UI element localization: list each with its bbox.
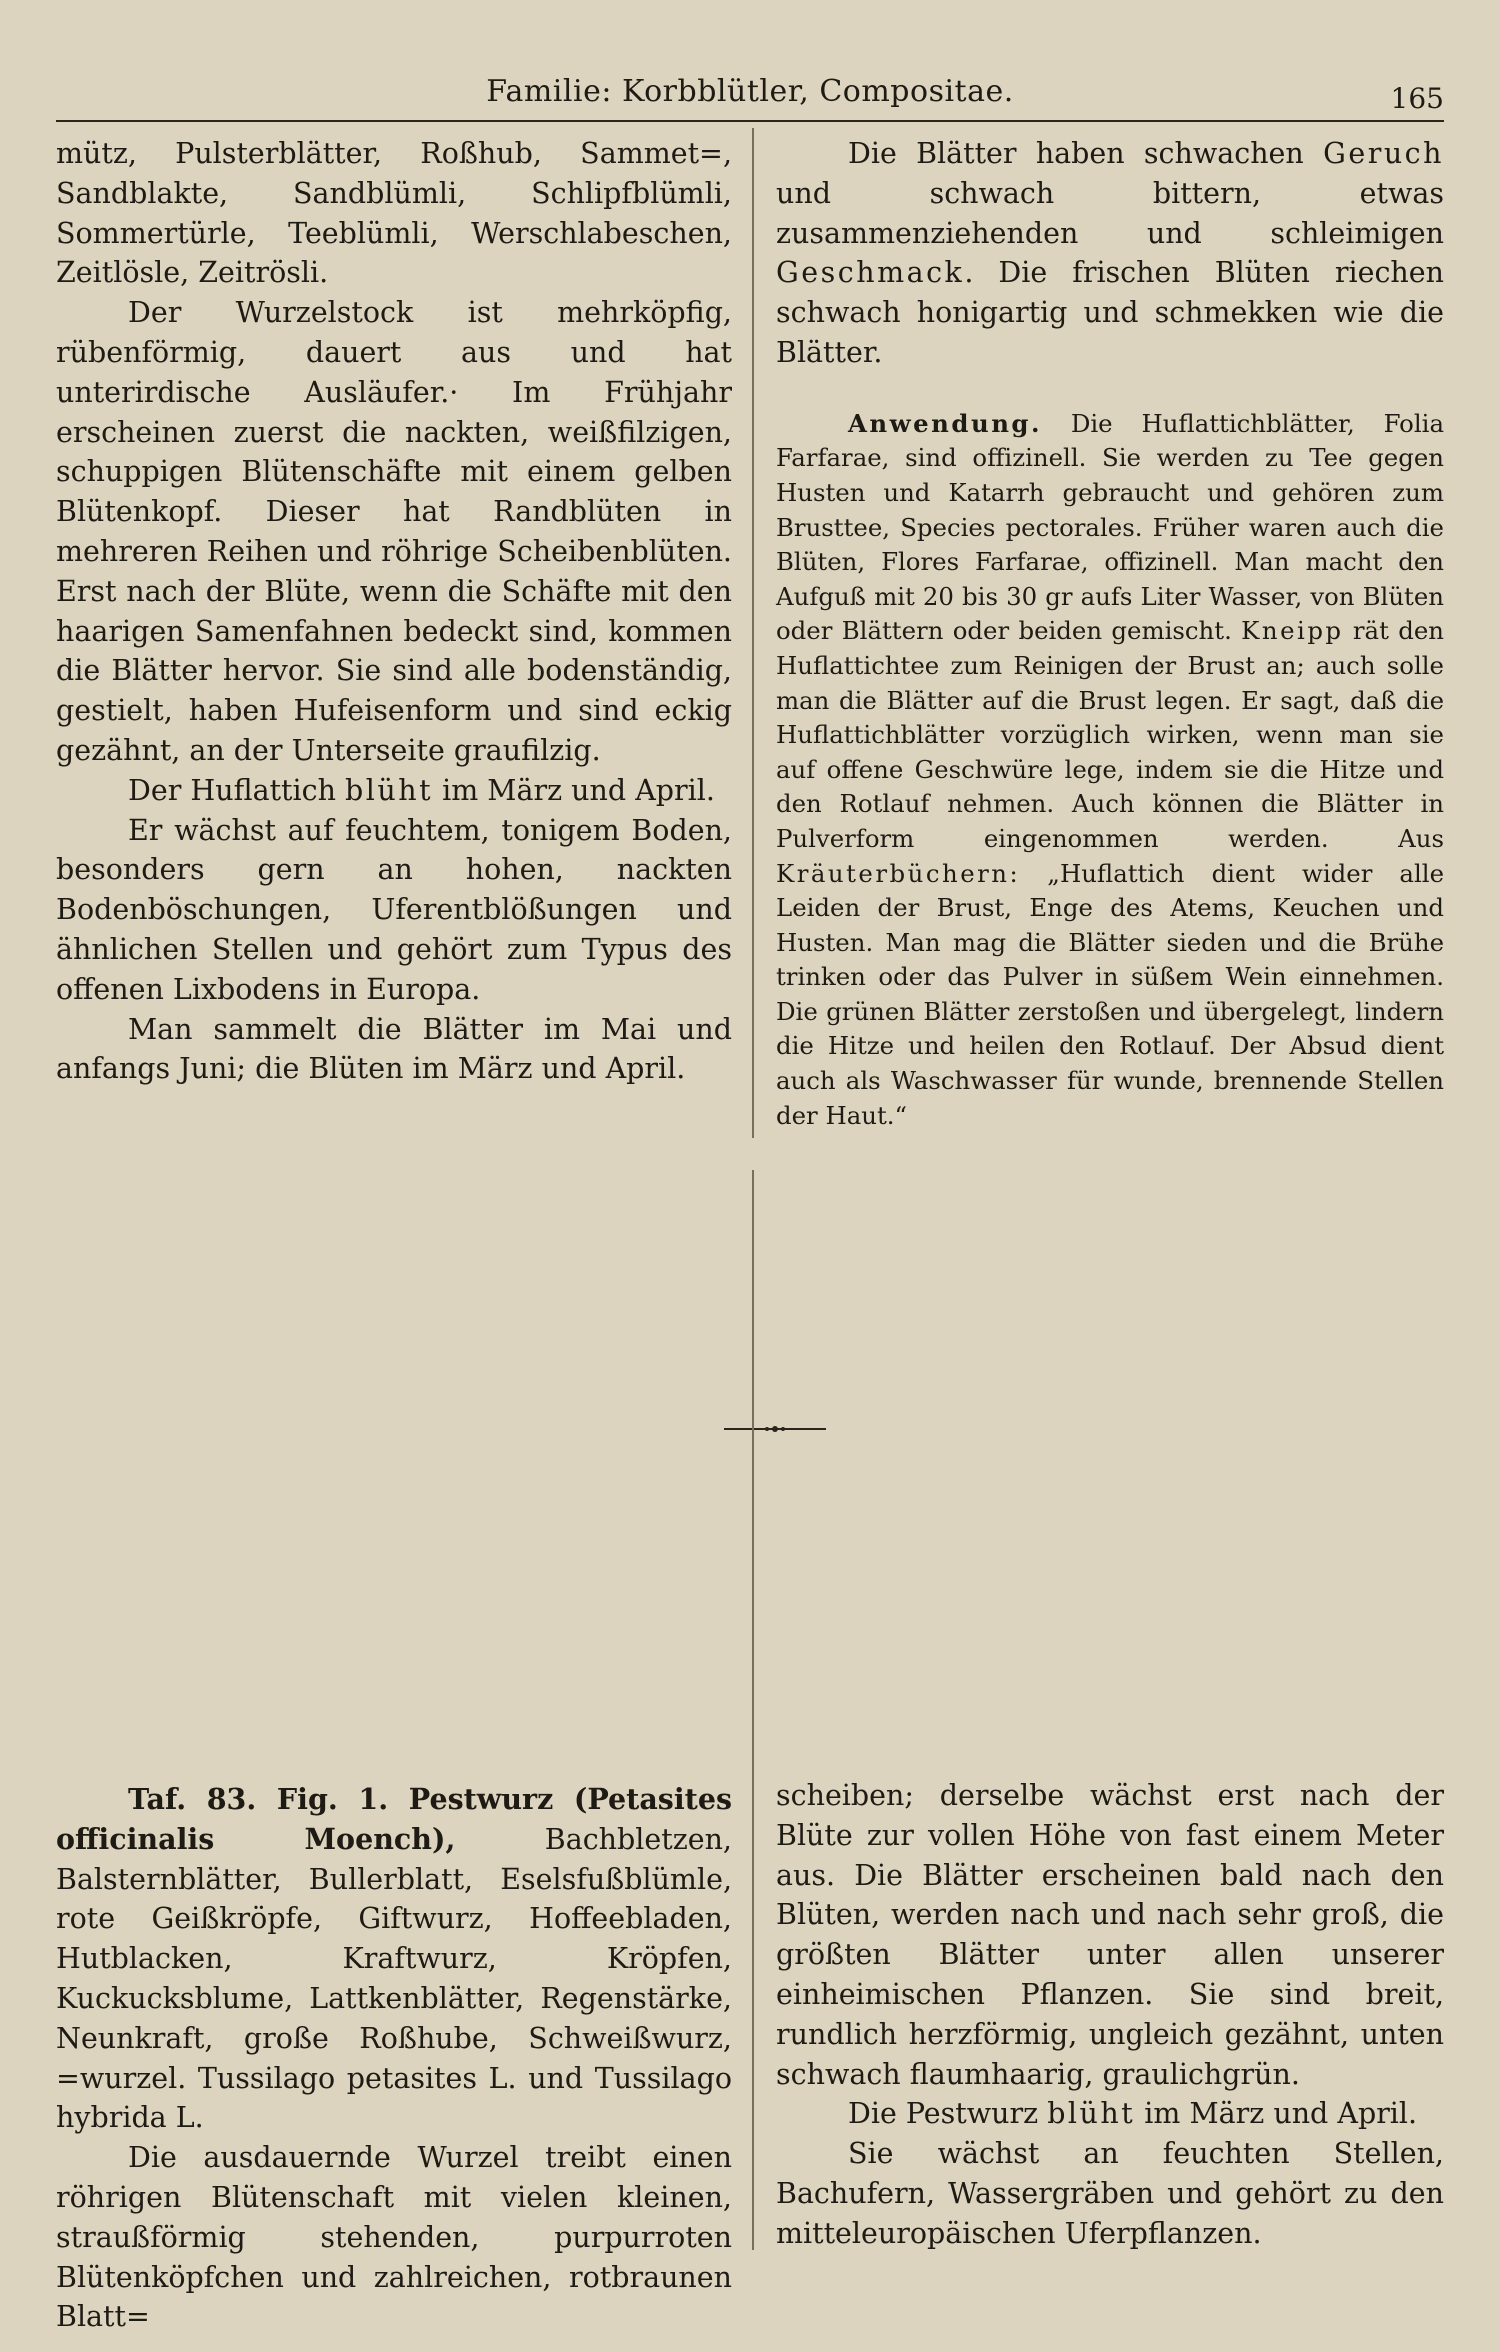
paragraph	[56, 771, 732, 811]
text-run: Die Huflattichblätter, Folia Farfarae, sind offizinell. Sie werden zu Tee gegen Husten und Katarrh gebraucht und gehören zum Brusttee, Species pectorales. Früher waren auch die Blüten, Flores Farfarae, offizinell. Man macht den Aufguß mit 20 bis 30 gr aufs Liter Wasser, von Blüten oder Blättern oder beiden gemischt.	[776, 408, 1444, 646]
emphasis: Kneipp	[1241, 616, 1344, 646]
emphasis: blüht	[345, 773, 434, 807]
emphasis: Kräuterbüchern:	[776, 858, 1021, 888]
column-divider-bottom	[752, 1170, 754, 2250]
column-top-left	[56, 134, 732, 1089]
emphasis: Geschmack	[776, 256, 965, 290]
text-run: rät den Huflattichtee zum Reinigen der Brust an; auch solle man die Blätter auf die Brust legen. Er sagt, daß die Huflattichblätter vorzüglich wirken, wenn man sie auf offene Geschwüre lege, indem sie die Hitze und den Rotlauf nehmen. Auch können die Blätter in Pulverform eingenommen werden. Aus	[776, 616, 1444, 853]
header-rule	[56, 120, 1444, 122]
emphasis: Geruch	[1323, 137, 1444, 170]
text-run: Die Pestwurz	[848, 2097, 1048, 2131]
paragraph	[776, 134, 1444, 373]
section-ornament	[724, 1424, 826, 1434]
text-run: „Huflattich dient wider alle Leiden der Brust, Enge des Atems, Keuchen und Husten. Man mag die Blätter sieden und die Brühe trinken oder das Pulver in süßem Wein einnehmen. Die grünen Blätter zerstoßen und übergelegt, lindern die Hitze und heilen den Rotlauf. Der Absud dient auch als Waschwasser für wunde, brennende Stellen der Haut.“	[776, 858, 1444, 1130]
paragraph: Die ausdauernde Wurzel treibt einen röhrigen Blütenschaft mit vielen kleinen, straußförmig stehenden, purpurroten Blütenköpfchen und zahlreichen, rotbraunen Blatt=	[56, 2141, 732, 2334]
text-run: Die Blätter haben schwachen	[848, 137, 1324, 170]
text-run: und schwach bittern, etwas zusammenziehenden und schleimigen	[776, 176, 1444, 250]
paragraph	[776, 2094, 1444, 2134]
spacer	[776, 373, 1444, 407]
text-run: . Die frischen Blüten riechen schwach honigartig und schmekken wie die Blätter.	[776, 256, 1444, 369]
text-run: Bachbletzen, Balsternblätter, Bullerblatt, Eselsfußblümle, rote Geißkröpfe, Giftwurz, Hoffeebladen, Hutblacken, Kraftwurz, Kröpfen, Kuckucksblume, Lattkenblätter, Regenstärke, Neunkraft, große Roßhube, Schweißwurz, =wurzel. Tussilago petasites L. und Tussilago hybrida L.	[56, 1822, 732, 2135]
paragraph: scheiben; derselbe wächst erst nach der Blüte zur vollen Höhe von fast einem Meter aus. Die Blätter erscheinen bald nach den Blüten, werden nach und nach sehr groß, die größten Blätter unter allen unserer einheimischen Pflanzen. Sie sind breit, rundlich herzförmig, ungleich gezähnt, unten schwach flaumhaarig, graulichgrün.	[776, 1779, 1444, 2091]
column-bottom-right	[776, 1776, 1444, 2254]
page-header	[56, 74, 1444, 118]
emphasis: blüht	[1047, 2097, 1136, 2131]
text-run: Der Huflattich	[128, 773, 346, 807]
column-top-right	[776, 134, 1444, 1133]
text-run: im März und April.	[433, 773, 715, 807]
page-number: 165	[1390, 82, 1444, 115]
entry-heading: Taf. 83. Fig. 1. Pestwurz (Petasites officinalis Moench),	[56, 1782, 732, 1856]
paragraph: Man sammelt die Blätter im Mai und anfangs Juni; die Blüten im März und April.	[56, 1012, 732, 1086]
column-bottom-left	[56, 1780, 732, 2337]
paragraph: Er wächst auf feuchtem, tonigem Boden, besonders gern an hohen, nackten Bodenböschungen, Uferentblößungen und ähnlichen Stellen und gehört zum Typus des offenen Lixbodens in Europa.	[56, 813, 732, 1006]
paragraph: mütz, Pulsterblätter, Roßhub, Sammet=, Sandblakte, Sandblümli, Schlipfblümli, Sommertürle, Teeblümli, Werschlabeschen, Zeitlösle, Zeitrösli.	[56, 137, 732, 290]
column-divider-top	[752, 128, 754, 1138]
text-run: im März und April.	[1135, 2097, 1418, 2131]
paragraph	[56, 1780, 732, 2138]
paragraph: Sie wächst an feuchten Stellen, Bachufern, Wassergräben und gehört zu den mitteleuropäischen Uferpflanzen.	[776, 2137, 1444, 2250]
paragraph	[776, 407, 1444, 1133]
section-heading: Anwendung.	[848, 408, 1042, 438]
paragraph: Der Wurzelstock ist mehrköpfig, rübenförmig, dauert aus und hat unterirdische Ausläufer.· Im Frühjahr erscheinen zuerst die nackten, weißfilzigen, schuppigen Blütenschäfte mit einem gelben Blütenkopf. Dieser hat Randblüten in mehreren Reihen und röhrige Scheibenblüten. Erst nach der Blüte, wenn die Schäfte mit den haarigen Samenfahnen bedeckt sind, kommen die Blätter hervor. Sie sind alle bodenständig, gestielt, haben Hufeisenform und sind eckig gezähnt, an der Unterseite graufilzig.	[56, 296, 732, 767]
running-head: Familie: Korbblütler, Compositae.	[486, 74, 1014, 109]
